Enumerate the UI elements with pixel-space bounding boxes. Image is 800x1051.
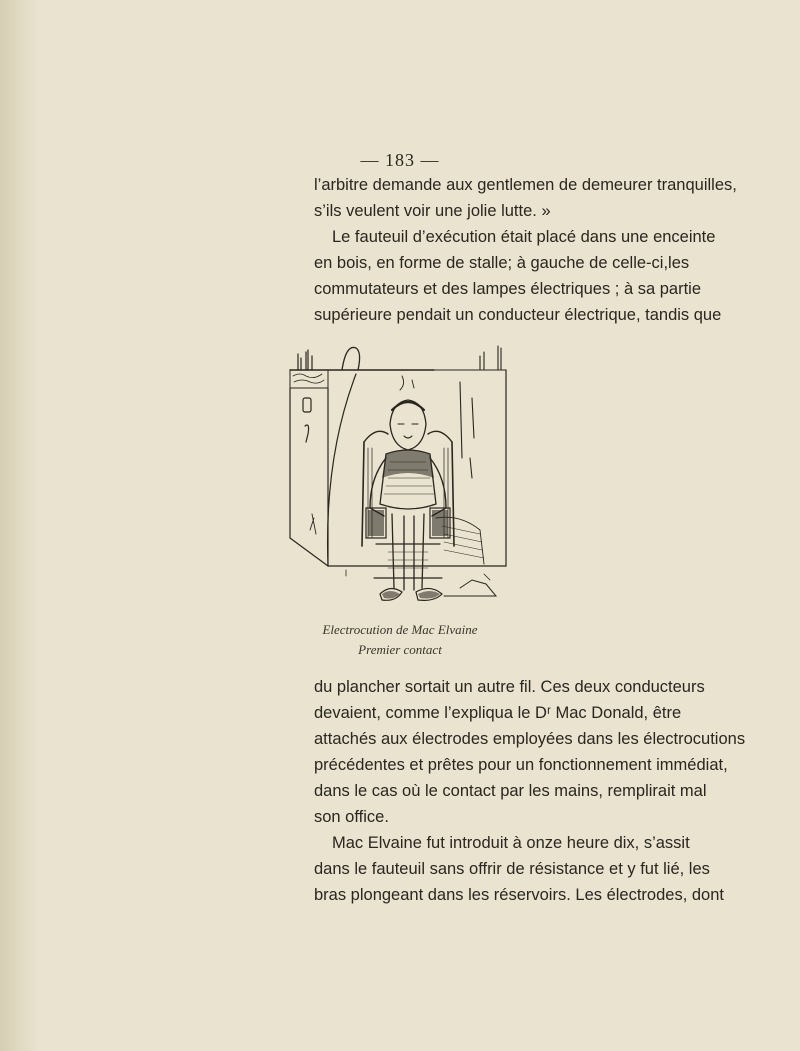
text-line: Le fauteuil d’exécution était placé dans une enceinte — [332, 228, 716, 246]
text-line: précédentes et prêtes pour un fonctionnement immédiat, — [314, 756, 728, 774]
text-line: bras plongeant dans les réservoirs. Les électrodes, dont — [314, 886, 724, 904]
text-line: Mac Elvaine fut introduit à onze heure dix, s’assit — [332, 834, 690, 852]
illustration-electric-chair — [284, 338, 516, 618]
text-line: commutateurs et des lampes électriques ; à sa partie — [314, 280, 702, 298]
figure-caption-subtitle: Premier contact — [358, 642, 442, 657]
text-line: devaient, comme l’expliqua le Dʳ Mac Donald, être — [314, 704, 682, 722]
text-line: s’ils veulent voir une jolie lutte. » — [314, 202, 551, 220]
electric-chair-engraving — [284, 338, 516, 618]
text-line: supérieure pendait un conducteur électrique, tandis que — [314, 306, 722, 324]
text-line: dans le fauteuil sans offrir de résistance et y fut lié, les — [314, 860, 710, 878]
figure-caption-title: Electrocution de Mac Elvaine — [322, 622, 478, 637]
text-line: attachés aux électrodes employées dans les électrocutions — [314, 730, 746, 748]
text-line: dans le cas où le contact par les mains, remplirait mal — [314, 782, 707, 800]
text-line: l’arbitre demande aux gentlemen de demeurer tranquilles, — [314, 176, 737, 194]
text-line: en bois, en forme de stalle; à gauche de celle-ci,les — [314, 254, 690, 272]
text-line: son office. — [314, 808, 389, 826]
text-line: du plancher sortait un autre fil. Ces deux conducteurs — [314, 678, 705, 696]
page-number: — 183 — — [360, 150, 440, 170]
